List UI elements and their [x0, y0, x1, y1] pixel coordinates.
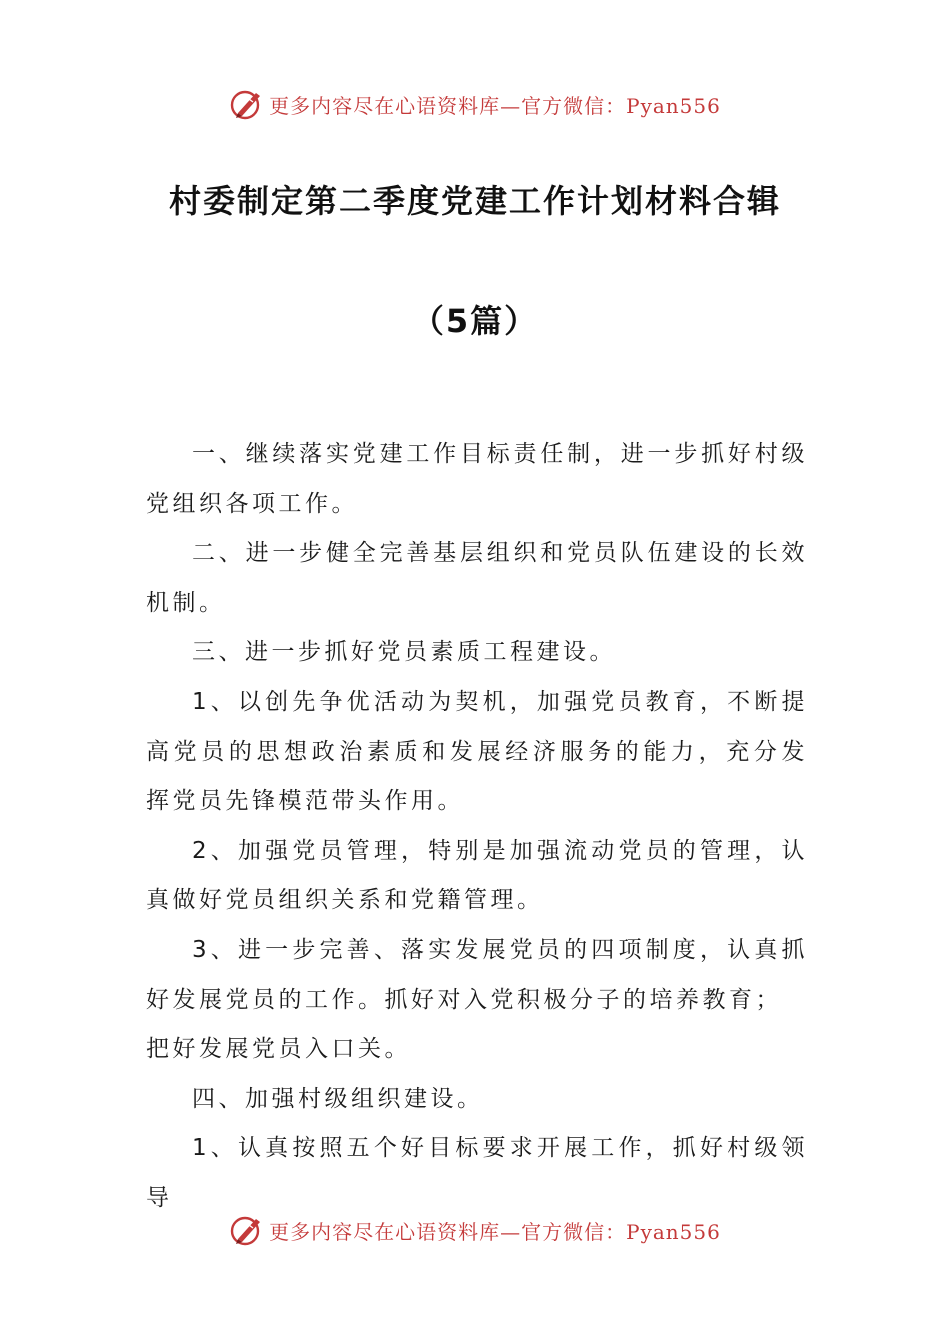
watermark-text: 更多内容尽在心语资料库—官方微信：Pyan556: [269, 93, 721, 118]
watermark-text: 更多内容尽在心语资料库—官方微信：Pyan556: [269, 1219, 721, 1244]
document-subtitle: （5篇）: [411, 302, 539, 340]
watermark-footer: [0, 1210, 950, 1250]
paragraph: 1、以创先争优活动为契机，加强党员教育，不断提高党员的思想政治素质和发展经济服务的能力，充分发挥党员先锋模范带头作用。: [146, 688, 808, 815]
paragraph: 二、进一步健全完善基层组织和党员队伍建设的长效机制。: [146, 540, 808, 616]
document-body: [146, 430, 808, 1224]
paragraph: 三、进一步抓好党员素质工程建设。: [192, 639, 616, 666]
watermark-header: [0, 84, 950, 124]
paragraph: 1、认真按照五个好目标要求开展工作，抓好村级领导: [146, 1135, 808, 1211]
paragraph: 一、继续落实党建工作目标责任制，进一步抓好村级党组织各项工作。: [146, 441, 808, 517]
pen-logo-icon: [229, 1212, 265, 1248]
paragraph: 四、加强村级组织建设。: [192, 1085, 484, 1112]
paragraph: 把好发展党员入口关。: [146, 1036, 411, 1063]
paragraph: 2、加强党员管理，特别是加强流动党员的管理，认真做好党员组织关系和党籍管理。: [146, 837, 808, 914]
paragraph: 3、进一步完善、落实发展党员的四项制度，认真抓好发展党员的工作。抓好对入党积极分子的培养教育；: [146, 936, 808, 1013]
pen-logo-icon: [229, 86, 265, 122]
document-title: 村委制定第二季度党建工作计划材料合辑: [168, 182, 781, 220]
